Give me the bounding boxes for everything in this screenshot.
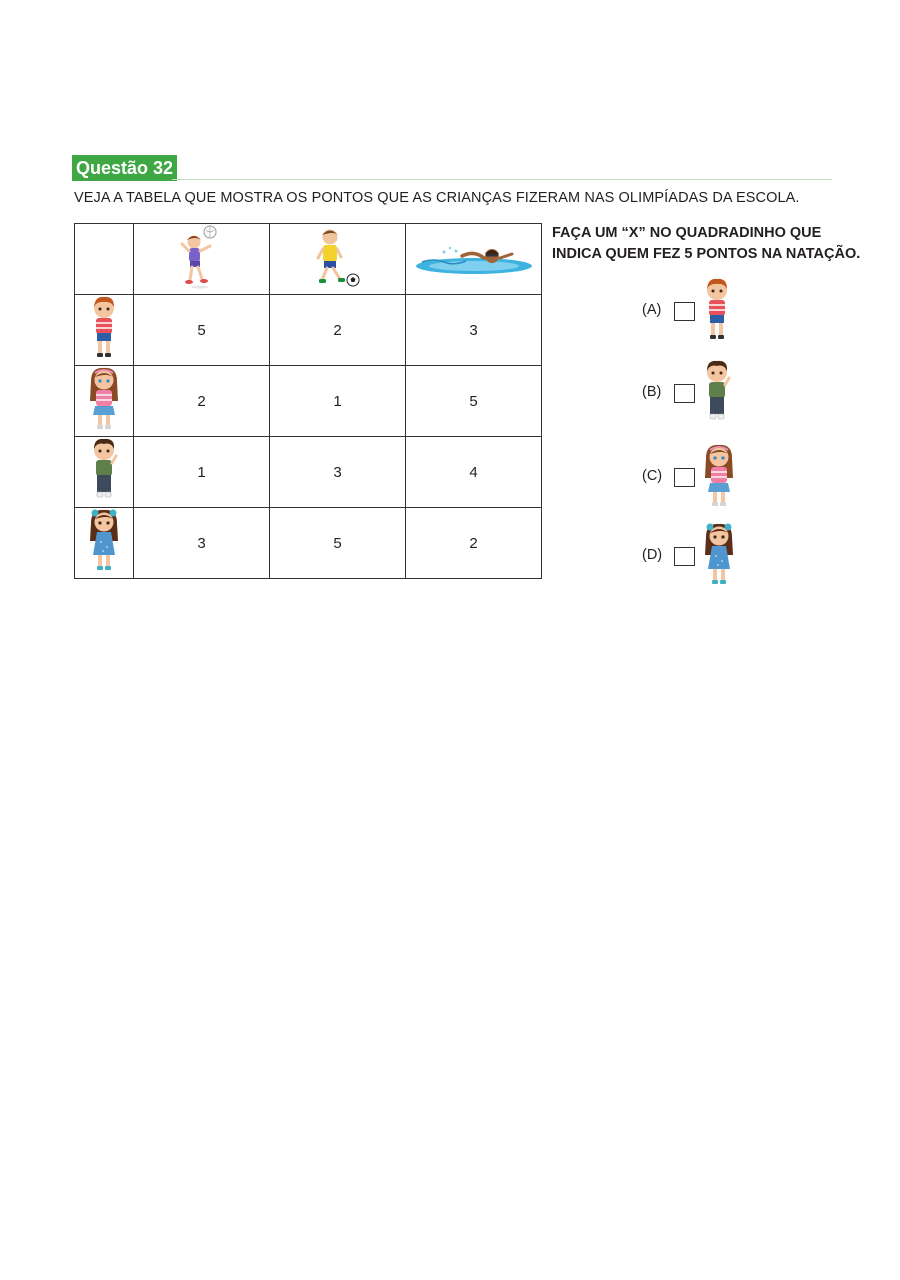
option-checkbox-c[interactable] xyxy=(674,468,695,487)
option-label: (A) xyxy=(642,302,662,318)
table-row xyxy=(75,437,542,508)
option-checkbox-a[interactable] xyxy=(674,302,695,321)
score-cell: 1 xyxy=(134,437,270,508)
header-soccer xyxy=(270,224,406,295)
score-cell: 4 xyxy=(406,437,542,508)
scores-table xyxy=(74,223,542,579)
score-cell: 2 xyxy=(134,366,270,437)
header-volleyball xyxy=(134,224,270,295)
score-cell: 2 xyxy=(270,295,406,366)
child-cell xyxy=(75,437,134,508)
question-instruction: FAÇA UM “X” NO QUADRADINHO QUE INDICA QUEM FEZ 5 PONTOS NA NATAÇÃO. xyxy=(552,225,861,262)
girl-blue-dress-icon xyxy=(87,509,121,573)
girl-pink-shirt-icon xyxy=(702,444,736,508)
option-checkbox-b[interactable] xyxy=(674,384,695,403)
score-cell: 5 xyxy=(270,508,406,579)
swimmer-icon xyxy=(414,232,534,282)
question-number: Questão 32 xyxy=(72,155,177,181)
score-cell: 3 xyxy=(270,437,406,508)
score-cell: 2 xyxy=(406,508,542,579)
girl-blue-dress-icon xyxy=(702,523,736,587)
option-label: (D) xyxy=(642,547,663,563)
score-cell: 3 xyxy=(406,295,542,366)
table-row xyxy=(75,508,542,579)
soccer-player-icon xyxy=(308,224,368,290)
child-cell xyxy=(75,366,134,437)
option-label: (C) xyxy=(642,468,663,484)
child-cell xyxy=(75,508,134,579)
score-cell: 5 xyxy=(134,295,270,366)
score-cell: 1 xyxy=(270,366,406,437)
volleyball-player-icon xyxy=(172,224,232,290)
option-label: (B) xyxy=(642,384,662,400)
option-checkbox-d[interactable] xyxy=(674,547,695,566)
table-row xyxy=(75,295,542,366)
score-cell: 3 xyxy=(134,508,270,579)
question-intro: VEJA A TABELA QUE MOSTRA OS PONTOS QUE AS CRIANÇAS FIZERAM NAS OLIMPÍADAS DA ESCOLA. xyxy=(74,190,800,206)
boy-red-shirt-icon xyxy=(702,278,732,342)
header-rule xyxy=(172,179,832,180)
boy-green-shirt-icon xyxy=(702,360,732,424)
header-swimming xyxy=(406,224,542,295)
table-row xyxy=(75,366,542,437)
child-cell xyxy=(75,295,134,366)
girl-pink-shirt-icon xyxy=(87,367,121,431)
boy-green-shirt-icon xyxy=(89,438,119,502)
table-header-row xyxy=(75,224,542,295)
corner-cell xyxy=(75,224,134,295)
question-header xyxy=(72,155,832,181)
score-cell: 5 xyxy=(406,366,542,437)
boy-red-shirt-icon xyxy=(89,296,119,360)
